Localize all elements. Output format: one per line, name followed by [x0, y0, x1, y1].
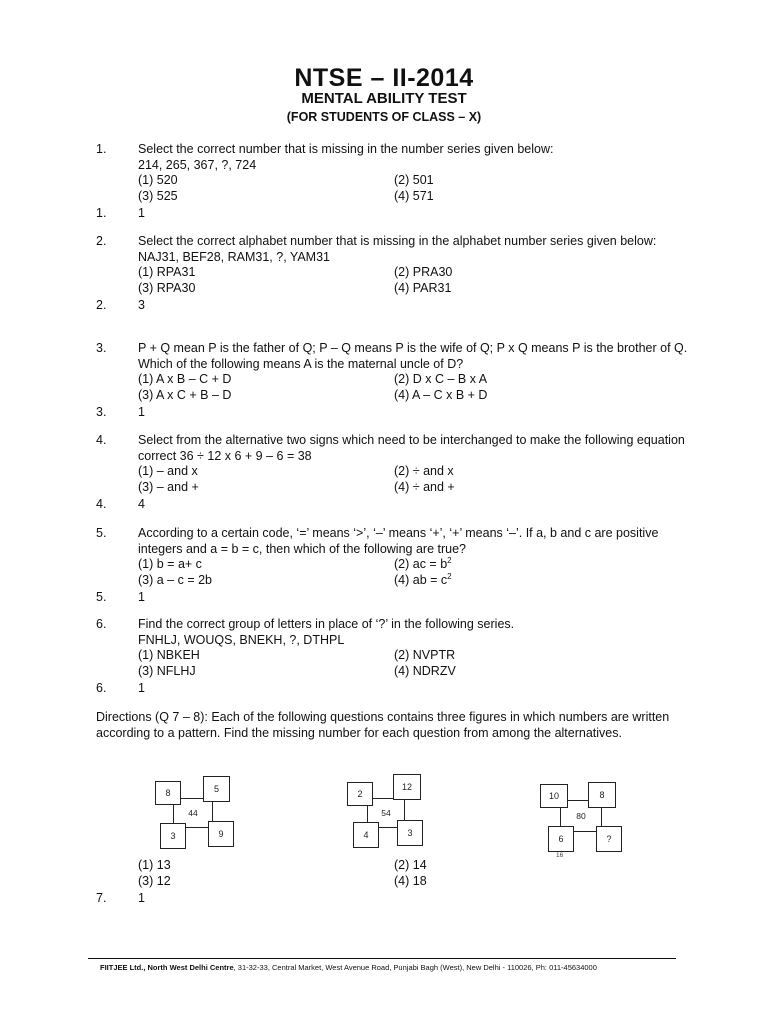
question-number: 4.: [96, 433, 107, 447]
answer-value: 3: [138, 298, 145, 312]
option-4[interactable]: (4) ÷ and +: [394, 479, 455, 494]
option-2[interactable]: (2) ÷ and x: [394, 464, 454, 478]
question-2: [96, 234, 696, 314]
answer-value: 1: [138, 206, 145, 220]
question-3: [96, 341, 696, 421]
option-2[interactable]: (2) 14: [394, 858, 427, 872]
answer-number: 2.: [96, 298, 107, 312]
option-4[interactable]: (4) A – C x B + D: [394, 387, 488, 402]
figure-center: 44: [173, 798, 213, 828]
answer-value: 1: [138, 590, 145, 604]
option-4[interactable]: (4) PAR31: [394, 280, 452, 295]
option-4[interactable]: [394, 573, 650, 589]
question-4: [96, 433, 696, 513]
figure-box-bottom-right: 3: [397, 820, 423, 846]
option-4-text: (4) ab = c: [394, 572, 448, 587]
answer-value: 1: [138, 681, 145, 695]
answer-number: 1.: [96, 206, 107, 220]
option-1[interactable]: (1) 13: [138, 858, 171, 872]
answer-number: 3.: [96, 405, 107, 419]
option-4[interactable]: (4) NDRZV: [394, 663, 456, 678]
question-text: According to a certain code, ‘=’ means ‘>’, ‘–’ means ‘+’, ‘+’ means ‘–’. If a, b and c are positive integers and a = b = c, then which of the following are true?: [138, 526, 659, 556]
question-7: [96, 858, 696, 907]
figure-box-bottom-left: 4: [353, 822, 379, 848]
figure-box-top-right: 12: [393, 774, 421, 800]
option-3[interactable]: (3) 525: [138, 188, 178, 203]
figure-box-bottom-right: 9: [208, 821, 234, 847]
option-1[interactable]: (1) 520: [138, 173, 178, 187]
question-number: 1.: [96, 142, 107, 156]
answer-value: 1: [138, 405, 145, 419]
question-number: 3.: [96, 341, 107, 355]
question-series: FNHLJ, WOUQS, BNEKH, ?, DTHPL: [138, 632, 345, 647]
option-3[interactable]: (3) a – c = 2b: [138, 572, 212, 587]
question-text: P + Q mean P is the father of Q; P – Q means P is the wife of Q; P x Q means P is the brother of Q. Which of the following means A is the maternal uncle of D?: [138, 341, 688, 371]
question-number: 2.: [96, 234, 107, 248]
footer-org: FIITJEE Ltd., North West Delhi Centre: [100, 963, 234, 972]
footer-divider: [88, 958, 676, 959]
figure-box-top-right: 8: [588, 782, 616, 808]
answer-number: 7.: [96, 891, 107, 905]
option-2[interactable]: (2) PRA30: [394, 265, 453, 279]
option-4[interactable]: (4) 571: [394, 188, 434, 203]
handwritten-note: 16: [556, 852, 564, 859]
option-1[interactable]: (1) b = a+ c: [138, 557, 202, 571]
option-1[interactable]: (1) – and x: [138, 464, 198, 478]
question-1: [96, 142, 696, 222]
figure-2: [347, 774, 427, 848]
figure-box-top-left: 2: [347, 782, 373, 806]
question-series: 214, 265, 367, ?, 724: [138, 157, 257, 172]
page-title: NTSE – II-2014: [294, 64, 474, 92]
option-3[interactable]: (3) RPA30: [138, 280, 196, 295]
question-text: Find the correct group of letters in place of ‘?’ in the following series.: [138, 617, 515, 631]
option-2[interactable]: (2) NVPTR: [394, 648, 456, 662]
figure-box-top-right: 5: [203, 776, 230, 802]
superscript: 2: [447, 555, 452, 565]
page-subtitle: MENTAL ABILITY TEST: [301, 90, 467, 107]
answer-number: 4.: [96, 497, 107, 511]
option-1[interactable]: (1) A x B – C + D: [138, 372, 232, 386]
figure-box-top-left: 10: [540, 784, 568, 808]
question-text: Select the correct alphabet number that is missing in the alphabet number series given below:: [138, 234, 657, 248]
figure-3: [540, 780, 626, 860]
option-3[interactable]: (3) 12: [138, 873, 171, 888]
answer-number: 6.: [96, 681, 107, 695]
figure-center: 54: [367, 798, 405, 828]
footer: [100, 963, 680, 972]
option-1[interactable]: (1) RPA31: [138, 265, 196, 279]
option-2[interactable]: (2) D x C – B x A: [394, 372, 488, 386]
figure-box-bottom-right: ?: [596, 826, 622, 852]
figure-1: [155, 776, 235, 848]
answer-value: 1: [138, 891, 145, 905]
superscript: 2: [447, 571, 452, 581]
directions-text: Directions (Q 7 – 8): Each of the following questions contains three figures in which numbers are written according to a pattern. Find the missing number for each question from among the alternatives.: [96, 710, 670, 740]
question-text: Select from the alternative two signs which need to be interchanged to make the following equation correct 36 ÷ 12 x 6 + 9 – 6 = 38: [138, 433, 685, 463]
answer-value: 4: [138, 497, 145, 511]
figure-box-bottom-left: 3: [160, 823, 186, 849]
figure-box-bottom-left: 6: [548, 826, 574, 852]
option-3[interactable]: (3) – and +: [138, 479, 199, 494]
option-2-text: (2) ac = b: [394, 557, 448, 571]
option-4[interactable]: (4) 18: [394, 873, 427, 888]
figure-center: 80: [560, 800, 602, 832]
footer-address: , 31-32-33, Central Market, West Avenue Road, Punjabi Bagh (West), New Delhi - 110026, Ph: 011-45634000: [233, 963, 597, 972]
question-number: 6.: [96, 617, 107, 631]
question-number: 5.: [96, 526, 107, 540]
question-text: Select the correct number that is missing in the number series given below:: [138, 142, 554, 156]
figure-box-top-left: 8: [155, 781, 181, 805]
question-6: [96, 617, 696, 697]
option-1[interactable]: (1) NBKEH: [138, 648, 200, 662]
option-2[interactable]: [394, 557, 650, 573]
option-2[interactable]: (2) 501: [394, 173, 434, 187]
option-3[interactable]: (3) A x C + B – D: [138, 387, 232, 402]
answer-number: 5.: [96, 590, 107, 604]
option-3[interactable]: (3) NFLHJ: [138, 663, 196, 678]
question-5: [96, 526, 696, 606]
question-series: NAJ31, BEF28, RAM31, ?, YAM31: [138, 249, 330, 264]
class-note: (FOR STUDENTS OF CLASS – X): [286, 110, 482, 124]
